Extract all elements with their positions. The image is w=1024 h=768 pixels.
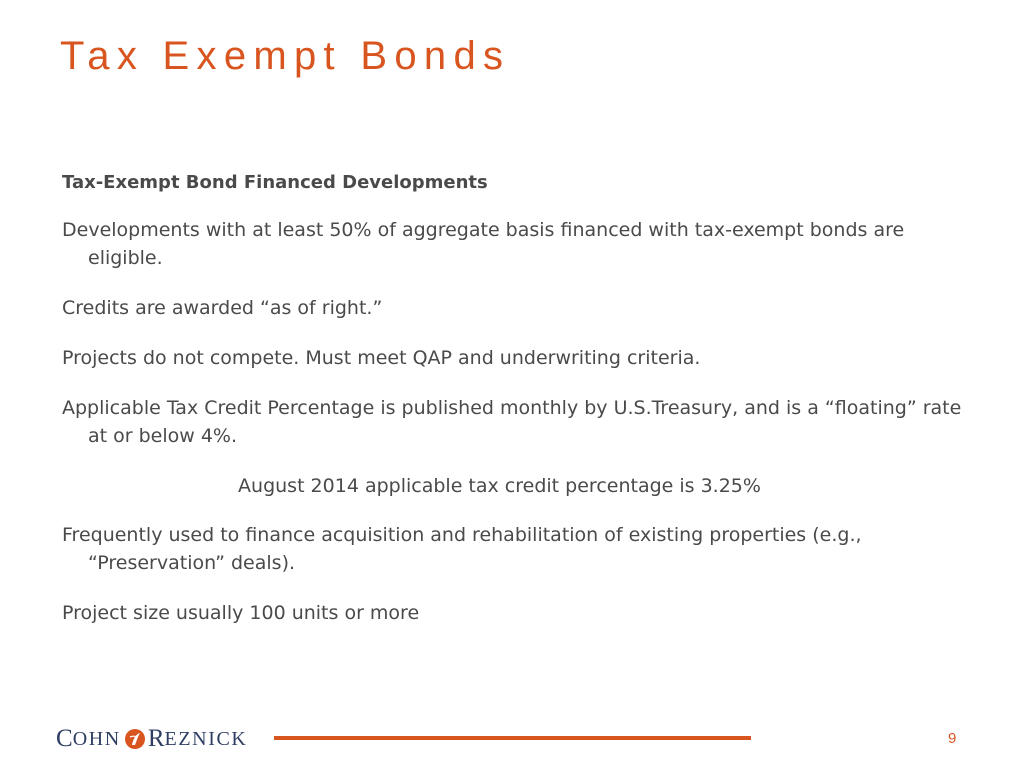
slide-body [62,169,962,649]
page-number: 9 [948,730,957,747]
paragraph-applicable-percentage: Applicable Tax Credit Percentage is published monthly by U.S.Treasury, and is a “floating” rate at or below 4%. [62,397,962,447]
paragraph-project-size: Project size usually 100 units or more [62,602,420,624]
logo-text-ohn: OHN [72,727,121,750]
slide-title: Tax Exempt Bonds [60,34,511,78]
cohnreznick-logo [56,725,247,753]
logo-initial-r: R [147,725,165,752]
paragraph-eligibility: Developments with at least 50% of aggregate basis financed with tax-exempt bonds are eligible. [62,219,905,269]
section-subheading: Tax-Exempt Bond Financed Developments [62,172,488,193]
logo-initial-c: C [56,725,73,752]
paragraph-frequent-use: Frequently used to finance acquisition and rehabilitation of existing properties (e.g., “Preservation” deals). [62,524,862,574]
footer-divider [274,736,751,740]
paragraph-august-rate: August 2014 applicable tax credit percentage is 3.25% [238,475,761,497]
cohnreznick-logo-mark-icon [124,728,146,750]
paragraph-no-competition: Projects do not compete. Must meet QAP and underwriting criteria. [62,347,701,369]
paragraph-credits-awarded: Credits are awarded “as of right.” [62,297,383,319]
logo-text-eznick: EZNICK [164,727,248,750]
